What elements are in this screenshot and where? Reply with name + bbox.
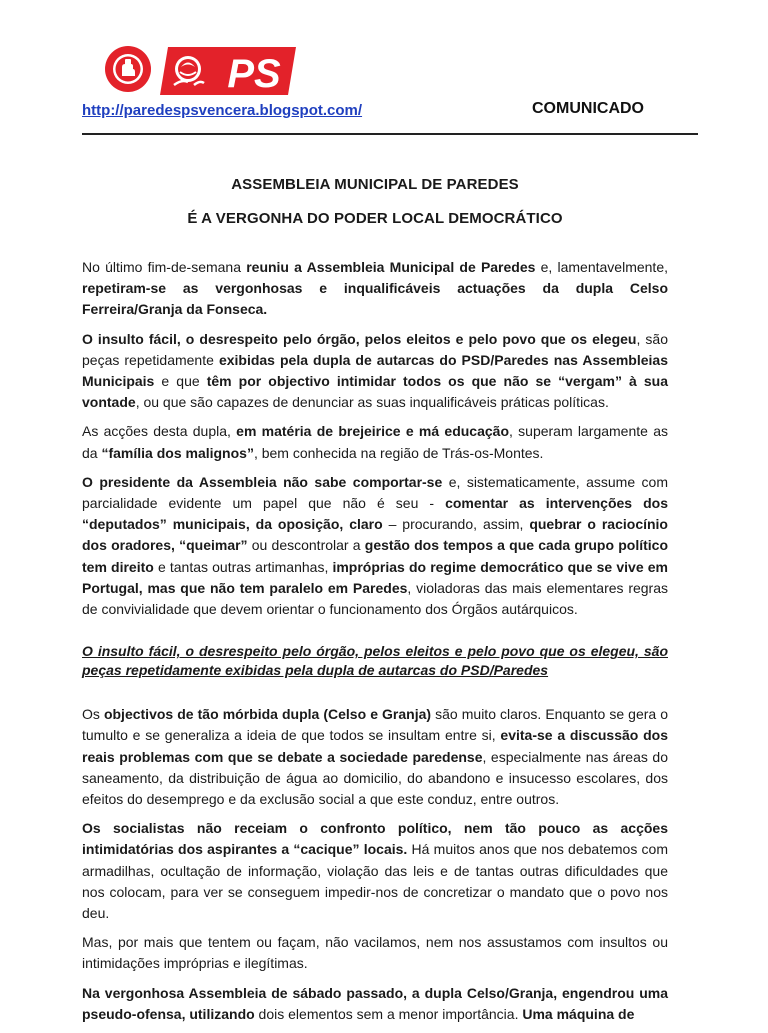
document-subtitle: É A VERGONHA DO PODER LOCAL DEMOCRÁTICO xyxy=(187,210,563,227)
text: , bem conhecida na região de Trás-os-Montes. xyxy=(253,444,544,461)
bold-text: objectivos de tão mórbida dupla (Celso e Granja) xyxy=(103,706,432,723)
paragraph xyxy=(82,818,668,924)
bold-text: Na vergonhosa Assembleia de sábado passado, a dupla Celso/Granja, engendrou uma pseudo-ofensa, utilizando xyxy=(82,984,668,1022)
text: ou descontrolar a xyxy=(247,537,365,554)
article-text xyxy=(82,257,668,1025)
paragraph xyxy=(82,983,668,1025)
bold-text: impróprias do regime democrático que se vive em Portugal, mas que não tem paralelo em Paredes xyxy=(82,558,668,596)
bold-text: Os socialistas não receiam o confronto político, nem tão pouco as acções intimidatórias dos aspirantes a “cacique” locais. xyxy=(82,820,668,858)
paragraph xyxy=(82,932,668,974)
text: são muito claros. Enquanto se gera o tumulto e se generaliza a ideia de que todos se insultam entre si, xyxy=(82,706,669,744)
text: Mas, por mais que tentem ou façam, não vacilamos, nem nos assustamos com insultos ou intimidações impróprias e ilegítimas. xyxy=(82,934,668,972)
text: Os xyxy=(82,706,104,723)
bold-text: gestão dos tempos a que cada grupo político tem direito xyxy=(82,537,669,575)
bold-text: “família dos malignos” xyxy=(101,444,254,461)
paragraph xyxy=(82,472,668,620)
paragraph xyxy=(82,421,668,463)
document-title: ASSEMBLEIA MUNICIPAL DE PAREDES xyxy=(231,176,519,193)
text: e que xyxy=(154,373,207,390)
party-seal-logo xyxy=(104,45,152,93)
text: Há muitos anos que nos debatemos com armadilhas, ocultação de informação, violação das leis e de tantas outras dificuldades que nos colocam, para ver se conseguem impedir-nos de concretizar o mandato que o povo nos deu. xyxy=(82,841,668,922)
bold-text: exibidas pela dupla de autarcas do PSD/Paredes nas Assembleias Municipais xyxy=(82,351,668,390)
document-header xyxy=(0,0,768,140)
bold-text: comentar as intervenções dos “deputados” municipais, da oposição, claro xyxy=(82,495,668,533)
paragraph xyxy=(82,329,668,414)
bold-text: quebrar o raciocínio dos oradores, “queimar” xyxy=(82,516,668,554)
text: , violadoras das mais elementares regras de convivialidade que devem orientar o funcionamento dos Órgãos autárquicos. xyxy=(82,579,669,618)
bold-text: Uma máquina de xyxy=(522,1005,635,1022)
highlight-quote: O insulto fácil, o desrespeito pelo órgão, pelos eleitos e pelo povo que os elegeu, são peças repetidamente exibidas pela dupla de autarcas do PSD/Paredes xyxy=(82,643,668,679)
bold-text: em matéria de brejeirice e má educação xyxy=(236,423,509,440)
text: No último fim-de-semana xyxy=(82,259,247,275)
bold-text: evita-se a discussão dos reais problemas com que se debate a sociedade paredense xyxy=(82,727,668,765)
text: – procurando, assim, xyxy=(382,516,530,533)
bold-text: O presidente da Assembleia não sabe comportar-se xyxy=(82,473,443,490)
paragraph xyxy=(82,704,668,810)
paragraph-group-2 xyxy=(82,704,668,1025)
text: , ou que são capazes de denunciar as suas inqualificáveis práticas políticas. xyxy=(135,394,609,411)
ps-logo-text: PS xyxy=(227,52,281,95)
header-divider xyxy=(82,133,698,135)
bold-text: têm por objectivo intimidar todos os que não se “vergam” à sua vontade xyxy=(82,373,668,411)
text: dois elementos sem a menor importância. xyxy=(254,1005,523,1022)
bold-text: repetiram-se as vergonhosas e inqualificáveis actuações da dupla Celso Ferreira/Granja da Fonseca. xyxy=(82,280,668,318)
document-body xyxy=(82,170,668,1033)
text: e, lamentavelmente, xyxy=(535,259,668,275)
text: , especialmente nas áreas do saneamento, da distribuição de água ao domicilio, do abandono e insucesso escolares, dos efeitos do desemprego e da exclusão social a que este conduz, entre outros. xyxy=(82,748,668,808)
bold-text: O insulto fácil, o desrespeito pelo órgão, pelos eleitos e pelo povo que os elegeu xyxy=(82,330,637,347)
text: e, sistematicamente, assume com parcialidade evidente um papel que não é seu - xyxy=(82,473,669,512)
text: As acções desta dupla, xyxy=(82,423,237,440)
paragraph xyxy=(82,257,668,321)
doc-type-label: COMUNICADO xyxy=(532,100,644,117)
ps-rose-logo xyxy=(160,47,296,95)
bold-text: reuniu a Assembleia Municipal de Paredes xyxy=(246,259,536,275)
text: e tantas outras artimanhas, xyxy=(153,558,333,575)
blog-link[interactable]: http://paredespsvencera.blogspot.com/ xyxy=(82,102,363,119)
text: , são peças repetidamente xyxy=(82,330,668,368)
text: , superam largamente as da xyxy=(82,423,668,461)
paragraph-group-1 xyxy=(82,257,668,620)
